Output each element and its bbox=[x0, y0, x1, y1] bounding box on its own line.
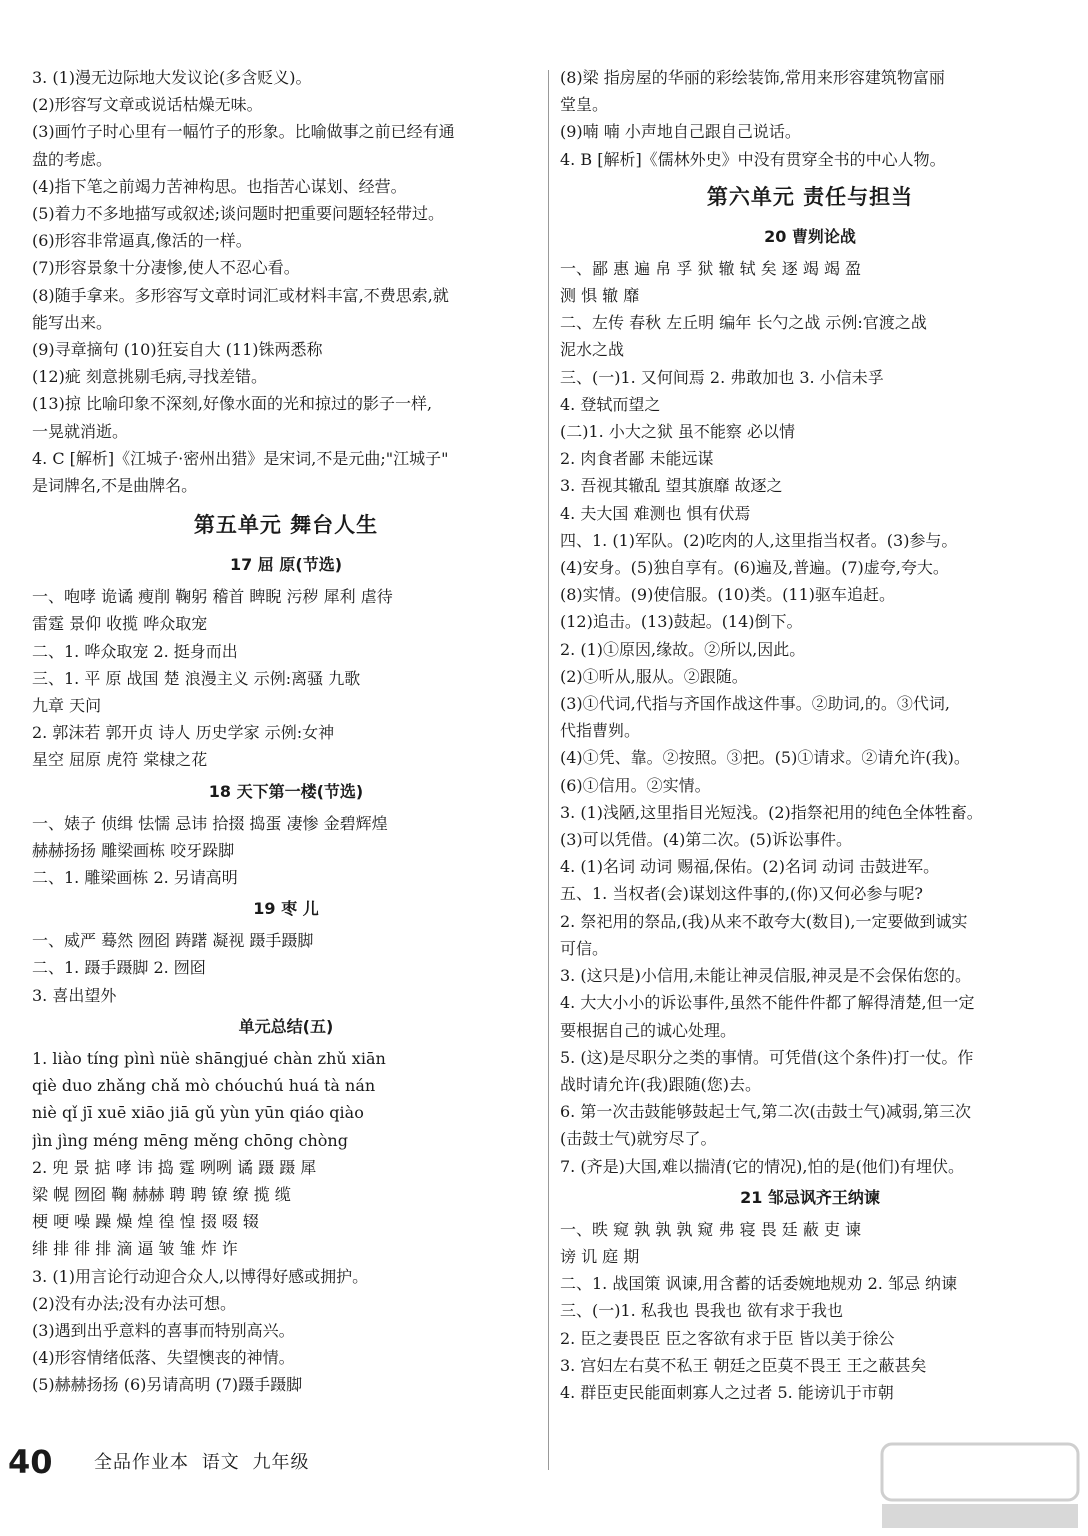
answer-line: jìn jìng méng mēng měng chōng chòng bbox=[32, 1130, 348, 1150]
answer-line: 一、婊子 侦缉 怯懦 忌讳 拾掇 捣蛋 凄惨 金碧辉煌 bbox=[32, 813, 388, 833]
lesson18-title: 18 天下第一楼(节选) bbox=[208, 781, 364, 801]
answer-line: 梗 哽 噪 躁 燥 煌 徨 惶 掇 啜 辍 bbox=[32, 1212, 259, 1232]
answer-line: 九章 天问 bbox=[32, 696, 102, 716]
answer-line: 4. C [解析]《江城子·密州出猎》是宋词,不是元曲;"江城子" bbox=[32, 448, 449, 468]
answer-line: (击鼓士气)就穷尽了。 bbox=[560, 1129, 717, 1149]
answer-line: 赫赫扬扬 雕梁画栋 咬牙跺脚 bbox=[32, 840, 235, 860]
page-number: 40 bbox=[8, 1443, 53, 1481]
answer-line: 二、左传 春秋 左丘明 编年 长勺之战 示例:官渡之战 bbox=[560, 313, 927, 333]
answer-line: (4)安身。(5)独自享有。(6)遍及,普遍。(7)虚夸,夸大。 bbox=[560, 558, 949, 578]
answer-line: 堂皇。 bbox=[560, 95, 609, 115]
answer-line: (2)没有办法;没有办法可想。 bbox=[32, 1293, 237, 1313]
answer-line: 能写出来。 bbox=[32, 312, 113, 332]
watermark-logo bbox=[880, 1440, 1080, 1530]
answer-line: 星空 屈原 虎符 棠棣之花 bbox=[32, 750, 208, 770]
answer-line: 一、威严 蓦然 囫囵 踌躇 凝视 蹑手蹑脚 bbox=[32, 931, 314, 951]
answer-line: 二、1. 雕梁画栋 2. 另请高明 bbox=[32, 868, 238, 888]
answer-line: 测 惧 辙 靡 bbox=[560, 286, 640, 306]
answer-line: 代指曹刿。 bbox=[560, 721, 641, 741]
answer-line: (3)①代词,代指与齐国作战这件事。②助词,的。③代词, bbox=[560, 694, 950, 714]
answer-line: 3. (这只是)小信用,未能让神灵信服,神灵是不会保佑您的。 bbox=[560, 966, 972, 986]
answer-line: 6. 第一次击鼓能够鼓起士气,第二次(击鼓士气)减弱,第三次 bbox=[560, 1102, 972, 1122]
answer-line: 3. (1)用言论行动迎合众人,以博得好感或拥护。 bbox=[32, 1266, 369, 1286]
answer-line: 三、1. 平 原 战国 楚 浪漫主义 示例:离骚 九歌 bbox=[32, 668, 361, 688]
answer-line: (3)可以凭借。(4)第二次。(5)诉讼事件。 bbox=[560, 830, 852, 850]
answer-line: 2. 兜 景 掂 哮 讳 捣 霆 咧咧 谲 蹑 蹑 犀 bbox=[32, 1157, 317, 1177]
answer-line: (2)形容写文章或说话枯燥无味。 bbox=[32, 95, 263, 115]
answer-line: (4)形容情绪低落、失望懊丧的神情。 bbox=[32, 1348, 295, 1368]
answer-line: 可信。 bbox=[560, 938, 609, 958]
answer-line: 一晃就消逝。 bbox=[32, 421, 129, 441]
unit5-title: 第五单元 舞台人生 bbox=[193, 513, 379, 538]
answer-line: 一、昳 窥 孰 孰 孰 窥 弗 寝 畏 廷 蔽 吏 谏 bbox=[560, 1219, 862, 1239]
lesson19-answers bbox=[32, 927, 540, 1009]
answer-line: (12)追击。(13)鼓起。(14)倒下。 bbox=[560, 612, 803, 632]
answer-line: 二、1. 哗众取宠 2. 挺身而出 bbox=[32, 641, 238, 661]
answer-line: 4. B [解析]《儒林外史》中没有贯穿全书的中心人物。 bbox=[560, 149, 946, 169]
answer-line: (12)疵 刻意挑剔毛病,寻找差错。 bbox=[32, 367, 268, 387]
answer-line: (9)寻章摘句 (10)狂妄自大 (11)铢两悉称 bbox=[32, 340, 323, 360]
answer-line: 是词牌名,不是曲牌名。 bbox=[32, 476, 198, 496]
answer-line: 3. (1)浅陋,这里指目光短浅。(2)指祭祀用的纯色全体牲畜。 bbox=[560, 802, 983, 822]
answer-line: (4)指下笔之前竭力苦神构思。也指苦心谋划、经营。 bbox=[32, 176, 407, 196]
answer-line: (8)随手拿来。多形容写文章时词汇或材料丰富,不费思索,就 bbox=[32, 285, 449, 305]
answer-line: 五、1. 当权者(会)谋划这件事的,(你)又何必参与呢? bbox=[560, 884, 923, 904]
answer-line: (9)喃 喃 小声地自己跟自己说话。 bbox=[560, 122, 801, 142]
lesson20-answers bbox=[560, 255, 1060, 1180]
answer-line: 泥水之战 bbox=[560, 340, 625, 360]
answer-line: 三、(一)1. 私我也 畏我也 欲有求于我也 bbox=[560, 1301, 844, 1321]
column-divider bbox=[548, 70, 549, 1470]
unit4-tail-answers bbox=[32, 64, 540, 499]
answer-line: 3. 喜出望外 bbox=[32, 985, 117, 1005]
lesson21-title: 21 邹忌讽齐王纳谏 bbox=[740, 1187, 880, 1207]
answer-line: 一、鄙 惠 遍 帛 孚 狱 辙 轼 矣 逐 竭 竭 盈 bbox=[560, 258, 862, 278]
answer-line: 4. 群臣吏民能面刺寡人之过者 5. 能谤讥于市朝 bbox=[560, 1382, 894, 1402]
answer-line: 二、1. 蹑手蹑脚 2. 囫囵 bbox=[32, 958, 206, 978]
answer-line: 绯 排 徘 排 滴 逼 皱 雏 炸 诈 bbox=[32, 1239, 238, 1259]
answer-line: 5. (这)是尽职分之类的事情。可凭借(这个条件)打一仗。作 bbox=[560, 1047, 974, 1067]
answer-line: 三、(一)1. 又何间焉 2. 弗敢加也 3. 小信未孚 bbox=[560, 367, 884, 387]
answer-line: 4. 登轼而望之 bbox=[560, 394, 661, 414]
answer-line: 一、咆哮 诡谲 瘦削 鞠躬 稽首 睥睨 污秽 犀利 虐待 bbox=[32, 587, 393, 607]
answer-line: 4. 大大小小的诉讼事件,虽然不能件件都了解得清楚,但一定 bbox=[560, 993, 975, 1013]
answer-line: 7. (齐是)大国,难以揣清(它的情况),怕的是(他们)有埋伏。 bbox=[560, 1156, 964, 1176]
answer-line: (8)实情。(9)使信服。(10)类。(11)驱车追赶。 bbox=[560, 585, 896, 605]
lesson18-answers bbox=[32, 810, 540, 892]
answer-line: (7)形容景象十分凄惨,使人不忍心看。 bbox=[32, 258, 300, 278]
answer-line: 2. 臣之妻畏臣 臣之客欲有求于臣 皆以美于徐公 bbox=[560, 1328, 895, 1348]
answer-line: 谤 讥 庭 期 bbox=[560, 1246, 640, 1266]
answer-line: 4. (1)名词 动词 赐福,保佑。(2)名词 动词 击鼓进军。 bbox=[560, 857, 940, 877]
answer-line: 梁 幌 囫囵 鞠 赫赫 聘 聘 镣 缭 揽 缆 bbox=[32, 1184, 291, 1204]
answer-line: 4. 夫大国 难测也 惧有伏焉 bbox=[560, 503, 751, 523]
answer-line: qiè duo zhǎng chǎ mò chóuchú huá tà nán bbox=[32, 1076, 376, 1096]
answer-line: 战时请允许(我)跟随(您)去。 bbox=[560, 1074, 761, 1094]
answer-line: (4)①凭、靠。②按照。③把。(5)①请求。②请允许(我)。 bbox=[560, 748, 970, 768]
lesson20-title: 20 曹刿论战 bbox=[764, 226, 856, 246]
answer-line: (2)①听从,服从。②跟随。 bbox=[560, 666, 748, 686]
answer-line: niè qǐ jī xuē xiāo jiā gǔ yùn yūn qiáo qiào bbox=[32, 1103, 364, 1123]
answer-line: 2. 郭沫若 郭开贞 诗人 历史学家 示例:女神 bbox=[32, 723, 335, 743]
right-column bbox=[560, 64, 1060, 1406]
unit5-tail-answers bbox=[560, 64, 1060, 173]
answer-line: 要根据自己的诚心处理。 bbox=[560, 1020, 737, 1040]
unit6-title: 第六单元 责任与担当 bbox=[706, 184, 914, 209]
answer-line: (5)着力不多地描写或叙述;谈问题时把重要问题轻轻带过。 bbox=[32, 204, 445, 224]
answer-line: 1. liào tíng pìnì nüè shāngjué chàn zhǔ xiān bbox=[32, 1048, 386, 1068]
answer-line: 3. (1)漫无边际地大发议论(多含贬义)。 bbox=[32, 68, 312, 87]
answer-line: 2. (1)①原因,缘故。②所以,因此。 bbox=[560, 639, 806, 659]
book-title: 全品作业本 语文 九年级 bbox=[94, 1452, 310, 1473]
left-column bbox=[32, 64, 540, 1399]
answer-line: 3. 吾视其辙乱 望其旗靡 故逐之 bbox=[560, 476, 783, 496]
answer-line: (3)画竹子时心里有一幅竹子的形象。比喻做事之前已经有通 bbox=[32, 122, 455, 142]
answer-line: 3. 宫妇左右莫不私王 朝廷之臣莫不畏王 王之蔽甚矣 bbox=[560, 1355, 927, 1375]
answer-line: (二)1. 小大之狱 虽不能察 必以情 bbox=[560, 422, 796, 442]
answer-line: 四、1. (1)军队。(2)吃肉的人,这里指当权者。(3)参与。 bbox=[560, 530, 958, 550]
answer-line: (6)①信用。②实情。 bbox=[560, 775, 711, 795]
page-footer bbox=[8, 1440, 528, 1490]
answer-line: (13)掠 比喻印象不深刻,好像水面的光和掠过的影子一样, bbox=[32, 394, 433, 414]
lesson17-title: 17 屈 原(节选) bbox=[229, 555, 343, 575]
lesson21-answers bbox=[560, 1216, 1060, 1406]
answer-line: 2. 祭祀用的祭品,(我)从来不敢夸大(数目),一定要做到诚实 bbox=[560, 911, 968, 931]
answer-line: (6)形容非常逼真,像活的一样。 bbox=[32, 231, 252, 251]
answer-line: 2. 肉食者鄙 未能远谋 bbox=[560, 449, 714, 469]
answer-line: 二、1. 战国策 讽谏,用含蓄的话委婉地规劝 2. 邹忌 纳谏 bbox=[560, 1274, 958, 1294]
answer-line: 盘的考虑。 bbox=[32, 149, 113, 169]
lesson17-answers bbox=[32, 583, 540, 773]
answer-line: 雷霆 景仰 收揽 哗众取宠 bbox=[32, 614, 208, 634]
answer-line: (8)梁 指房屋的华丽的彩绘装饰,常用来形容建筑物富丽 bbox=[560, 68, 945, 87]
answer-line: (3)遇到出乎意料的喜事而特别高兴。 bbox=[32, 1320, 295, 1340]
unit-summary-title: 单元总结(五) bbox=[238, 1016, 334, 1036]
unit-summary-answers bbox=[32, 1045, 540, 1399]
lesson19-title: 19 枣 儿 bbox=[253, 899, 319, 919]
answer-line: (5)赫赫扬扬 (6)另请高明 (7)蹑手蹑脚 bbox=[32, 1375, 303, 1395]
